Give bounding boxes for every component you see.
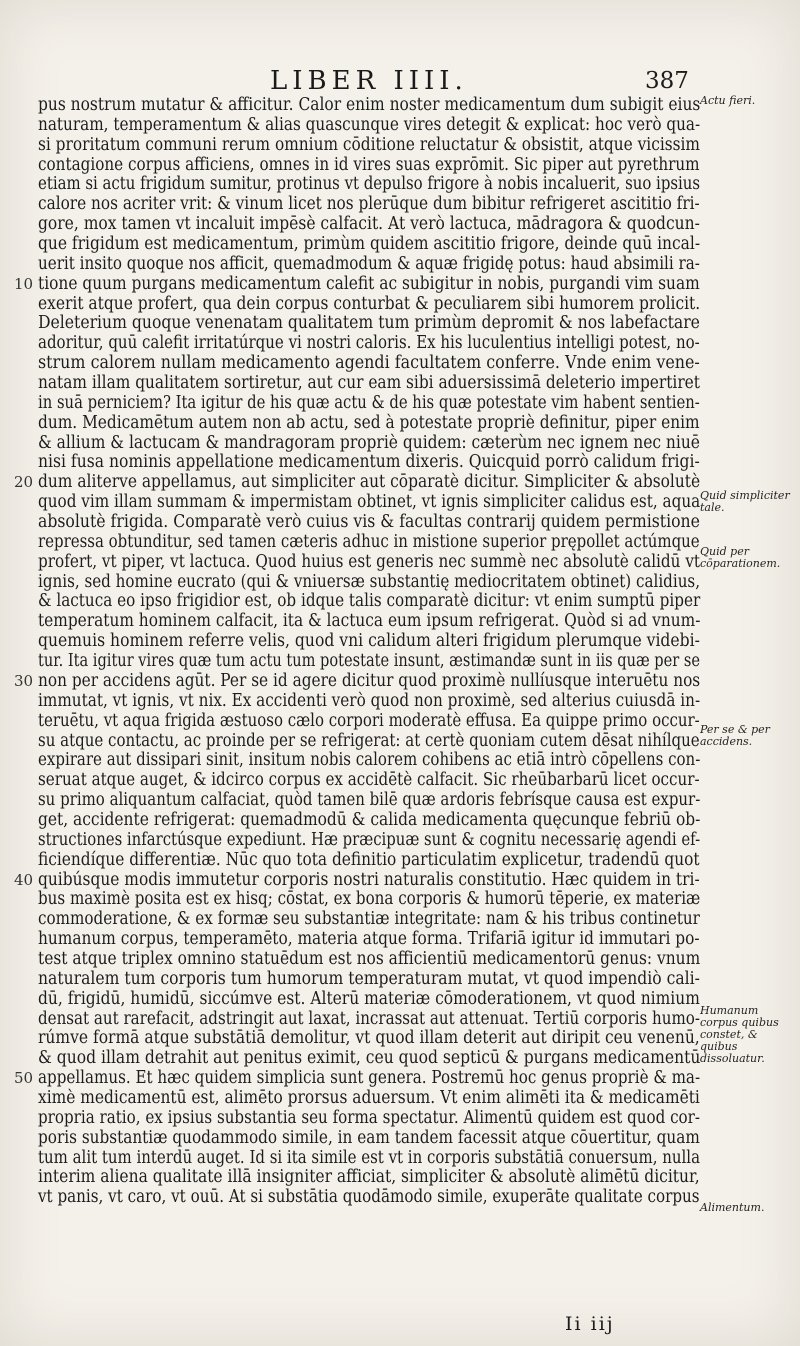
line-text: structiones infarctúsque expediunt. Hæ præcipuæ sunt & cognitu necessarię agendi ef- xyxy=(38,829,701,850)
line-text: nisi fusa nominis appellatione medicamentum dixeris. Quicquid porrò calidum frigi- xyxy=(38,452,700,473)
text-line xyxy=(38,493,703,513)
text-line xyxy=(38,950,703,970)
text-line xyxy=(38,970,703,990)
line-text: poris substantiæ quodammodo simile, in eam tandem facessit atque cōuertitur, quam xyxy=(38,1127,700,1148)
line-text: non per accidens agūt. Per se id agere dicitur quod proximè nullíusque interuētu nos xyxy=(38,670,701,691)
text-line xyxy=(38,255,703,275)
text-line xyxy=(38,235,703,255)
text-line xyxy=(38,453,703,473)
line-text: tum alit tum interdū auget. Id si ita simile est vt in corporis substātiā conuersum, nulla xyxy=(38,1147,701,1168)
text-line xyxy=(38,612,703,632)
text-line xyxy=(38,434,703,454)
line-text: quod vim illam summam & impermistam obtinet, vt ignis simpliciter calidus est, aqua xyxy=(38,492,701,513)
text-line xyxy=(38,890,703,910)
line-text: get, accidente refrigerat: quemadmodū & calida medicamenta quęcunque febriū ob- xyxy=(38,809,701,830)
text-line xyxy=(38,1149,703,1169)
line-text: quibúsque modis immutetur corporis nostri naturalis constitutio. Hæc quidem in tri- xyxy=(38,869,700,890)
text-line xyxy=(38,136,703,156)
text-line xyxy=(38,910,703,930)
text-line xyxy=(38,314,703,334)
text-line xyxy=(38,831,703,851)
line-text: pus nostrum mutatur & afficitur. Calor enim noster medicamentum dum subigit eius xyxy=(38,95,701,115)
margin-note-quid-per-comparationem: Quid per cōparationem. xyxy=(700,545,781,570)
margin-note-humanum-corpus: Humanum corpus quibus constet, & quibus dissoluatur. xyxy=(700,1004,779,1065)
line-text: ignis, sed homine eucrato (qui & vniuersæ substantię mediocritatem obtinet) calidius, xyxy=(38,571,701,592)
text-line xyxy=(38,851,703,871)
line-text: exerit atque profert, qua dein corpus conturbat & peculiarem sibi humorem prolicit. xyxy=(38,293,701,314)
text-line xyxy=(38,990,703,1010)
line-text: su atque contactu, ac proinde per se refrigerat: at certè quoniam cutem dēsat nihílque xyxy=(38,730,700,751)
text-line xyxy=(38,652,703,672)
line-text: & lactuca eo ipso frigidior est, ob idque talis comparatè dicitur: vt enim sumptū piper xyxy=(38,591,701,612)
text-line xyxy=(38,751,703,771)
text-line xyxy=(38,930,703,950)
line-text: quemuis hominem referre velis, quod vni calidum alteri frigidum plerumque videbi- xyxy=(38,631,700,652)
text-line xyxy=(38,513,703,533)
line-text: strum calorem nullam medicamento agendi facultatem conferre. Vnde enim vene- xyxy=(38,353,700,374)
text-line xyxy=(38,1089,703,1109)
line-text: in suā perniciem? Ita igitur de his quæ actu & de his quæ potestate vim habent sentien- xyxy=(38,392,700,413)
text-line xyxy=(38,533,703,553)
margin-note-quid-simpliciter: Quid simpliciter tale. xyxy=(700,489,790,514)
line-number: 30 xyxy=(14,671,34,690)
line-number: 40 xyxy=(14,870,34,889)
line-text: rúmve formā atque substātiā demolitur, vt quod illam deterit aut diripit ceu venenū, xyxy=(38,1028,700,1049)
line-number: 20 xyxy=(14,473,34,492)
text-line xyxy=(14,472,703,493)
line-text: calore nos acriter vrit: & vinum licet nos plerūque dum bibitur refrigeret ascititio fri- xyxy=(38,194,700,215)
text-line xyxy=(14,273,703,295)
text-line xyxy=(38,791,703,811)
text-line xyxy=(38,394,703,414)
text-line xyxy=(38,295,703,315)
text-line xyxy=(38,692,703,712)
text-line xyxy=(38,592,703,612)
line-text: gore, mox tamen vt incaluit impēsè calfacit. At verò lactuca, mādragora & quodcun- xyxy=(38,214,700,235)
text-line xyxy=(38,175,703,195)
text-line xyxy=(38,195,703,215)
line-text: vt panis, vt caro, vt ouū. At si substātia quodāmodo simile, exuperāte qualitate corpus xyxy=(38,1187,700,1208)
line-text: immutat, vt ignis, vt nix. Ex accidenti verò quod non proximè, sed alterius cuiusdā in- xyxy=(38,690,701,711)
text-line xyxy=(38,771,703,791)
line-text: seruat atque auget, & idcirco corpus ex accidētè calfacit. Sic rheūbarbarū licet occur- xyxy=(38,770,700,791)
running-title: LIBER IIII. xyxy=(270,66,468,96)
margin-note-actu-fieri: Actu fieri. xyxy=(700,94,756,107)
line-text: temperatum hominem calfacit, ita & lactuca eum ipsum refrigerat. Quòd si ad vnum- xyxy=(38,611,701,632)
line-text: Deleterium quoque venenatam qualitatem tum primùm depromit & nos labefactare xyxy=(38,313,700,334)
line-text: & quod illam detrahit aut penitus eximit, ceu quod septicū & purgans medicamentū xyxy=(38,1048,701,1069)
text-line xyxy=(38,1109,703,1129)
margin-note-alimentum: Alimentum. xyxy=(700,1201,765,1214)
line-text: bus maximè posita est ex hisq; cōstat, ex bona corporis & humorū tēperie, ex materiæ xyxy=(38,889,701,910)
text-line xyxy=(38,712,703,732)
text-line xyxy=(38,1029,703,1049)
text-line xyxy=(38,215,703,235)
line-text: humanum corpus, temperamēto, materia atque forma. Trifariā igitur id immutari po- xyxy=(38,929,700,950)
text-line xyxy=(38,156,703,176)
line-text: ximè medicamentū est, alimēto prorsus aduersum. Vt enim alimēti ita & medicamēti xyxy=(38,1087,700,1108)
text-line xyxy=(38,414,703,434)
margin-note-per-se: Per se & per accidens. xyxy=(700,723,770,748)
text-line xyxy=(38,374,703,394)
line-text: & allium & lactucam & mandragoram propriè quidem: cæterùm nec ignem nec niuē xyxy=(38,432,700,453)
text-line xyxy=(14,670,703,692)
line-text: tur. Ita igitur vires quæ tum actu tum potestate insunt, æstimandæ sunt in iis quæ per se xyxy=(38,651,700,672)
text-line xyxy=(38,1188,703,1208)
text-line xyxy=(38,553,703,573)
line-text: profert, vt piper, vt lactuca. Quod huius est generis nec summè nec absolutè calidū vt xyxy=(38,551,701,572)
page-number: 387 xyxy=(645,68,689,94)
line-text: adoritur, quū calefit irritatúrque vi nostri caloris. Ex his luculentius intelligi potest, no- xyxy=(38,333,700,354)
text-line xyxy=(38,116,703,136)
line-text: naturalem tum corporis tum humorum temperaturam mutat, vt quod impendiò cali- xyxy=(38,968,700,989)
line-text: contagione corpus afficiens, omnes in id vires suas exprōmit. Sic piper aut pyrethrum xyxy=(38,154,700,175)
line-text: que frigidum est medicamentum, primùm quidem ascititio frigore, deinde quū incal- xyxy=(38,234,701,255)
line-text: densat aut rarefacit, adstringit aut laxat, incrassat aut attenuat. Tertiū corporis humo- xyxy=(38,1008,700,1029)
line-number: 10 xyxy=(14,274,34,293)
text-line xyxy=(14,869,703,891)
signature-mark: Ii iij xyxy=(565,1313,615,1335)
line-text: dum. Medicamētum autem non ab actu, sed à potestate propriè definitur, piper enim xyxy=(38,412,700,433)
text-line xyxy=(14,1068,703,1089)
text-line xyxy=(38,811,703,831)
line-text: interim aliena qualitate illā insigniter afficiat, simpliciter & absolutè alimētū dicitur, xyxy=(38,1167,700,1188)
text-line xyxy=(38,1129,703,1149)
line-text: teruētu, vt aqua frigida æstuoso cælo corpori moderatè effusa. Ea quippe primo occur- xyxy=(38,710,700,731)
line-text: expirare aut dissipari sinit, insitum nobis calorem cohibens ac etiā intrò cōpellens con- xyxy=(38,750,701,771)
line-number: 50 xyxy=(14,1069,34,1088)
line-text: natam illam qualitatem sortiretur, aut cur eam sibi aduersissimā deleterio impertiret xyxy=(38,373,700,394)
line-text: commoderatione, & ex formæ seu substantiæ integritate: nam & his tribus continetur xyxy=(38,909,700,930)
line-text: test atque triplex omnino statuēdum est nos afficientiū medicamentorū genus: vnum xyxy=(38,948,701,969)
line-text: naturam, temperamentum & alias quascunque vires detegit & explicat: hoc verò qua- xyxy=(38,114,701,135)
text-line xyxy=(38,96,703,116)
line-text: absolutè frigida. Comparatè verò cuius vis & facultas contrarij quidem permistione xyxy=(38,512,700,533)
line-text: dum aliterve appellamus, aut simpliciter aut cōparatè dicitur. Simpliciter & absolutè xyxy=(38,472,701,493)
text-line xyxy=(38,732,703,752)
line-text: dū, frigidū, humidū, siccúmve est. Alterū materiæ cōmoderationem, vt quod nimium xyxy=(38,988,700,1009)
line-text: tione quum purgans medicamentum calefit ac subigitur in nobis, purgandi vim suam xyxy=(38,273,700,294)
body-text xyxy=(14,95,703,1208)
text-line xyxy=(38,1168,703,1188)
line-text: appellamus. Et hæc quidem simplicia sunt genera. Postremū hoc genus propriè & ma- xyxy=(38,1068,701,1089)
line-text: uerit insito quoque nos afficit, quemadmodum & aquæ frigidę potus: haud absimili ra- xyxy=(38,253,700,274)
text-line xyxy=(38,632,703,652)
text-line xyxy=(38,354,703,374)
page-header xyxy=(0,60,800,100)
text-line xyxy=(38,1049,703,1069)
line-text: su primo aliquantum calfaciat, quòd tamen bilē quæ ardoris febrísque causa est expur- xyxy=(38,790,701,811)
page-footer xyxy=(0,1313,800,1339)
line-text: propria ratio, ex ipsius substantia seu forma spectatur. Alimentū quidem est quod cor- xyxy=(38,1107,700,1128)
text-line xyxy=(38,1010,703,1030)
line-text: si proritatum communi rerum omnium cōditione reluctatur & obsistit, atque vicissim xyxy=(38,134,700,155)
text-line xyxy=(38,334,703,354)
line-text: ficiendíque differentiæ. Nūc quo tota definitio particulatim explicetur, tradendū quot xyxy=(38,849,700,870)
line-text: repressa obtunditur, sed tamen cæteris adhuc in mistione superior prępollet actúmque xyxy=(38,531,700,552)
line-text: etiam si actu frigidum sumitur, protinus vt depulso frigore à nobis incaluerit, suo ipsius xyxy=(38,174,701,195)
text-line xyxy=(38,573,703,593)
